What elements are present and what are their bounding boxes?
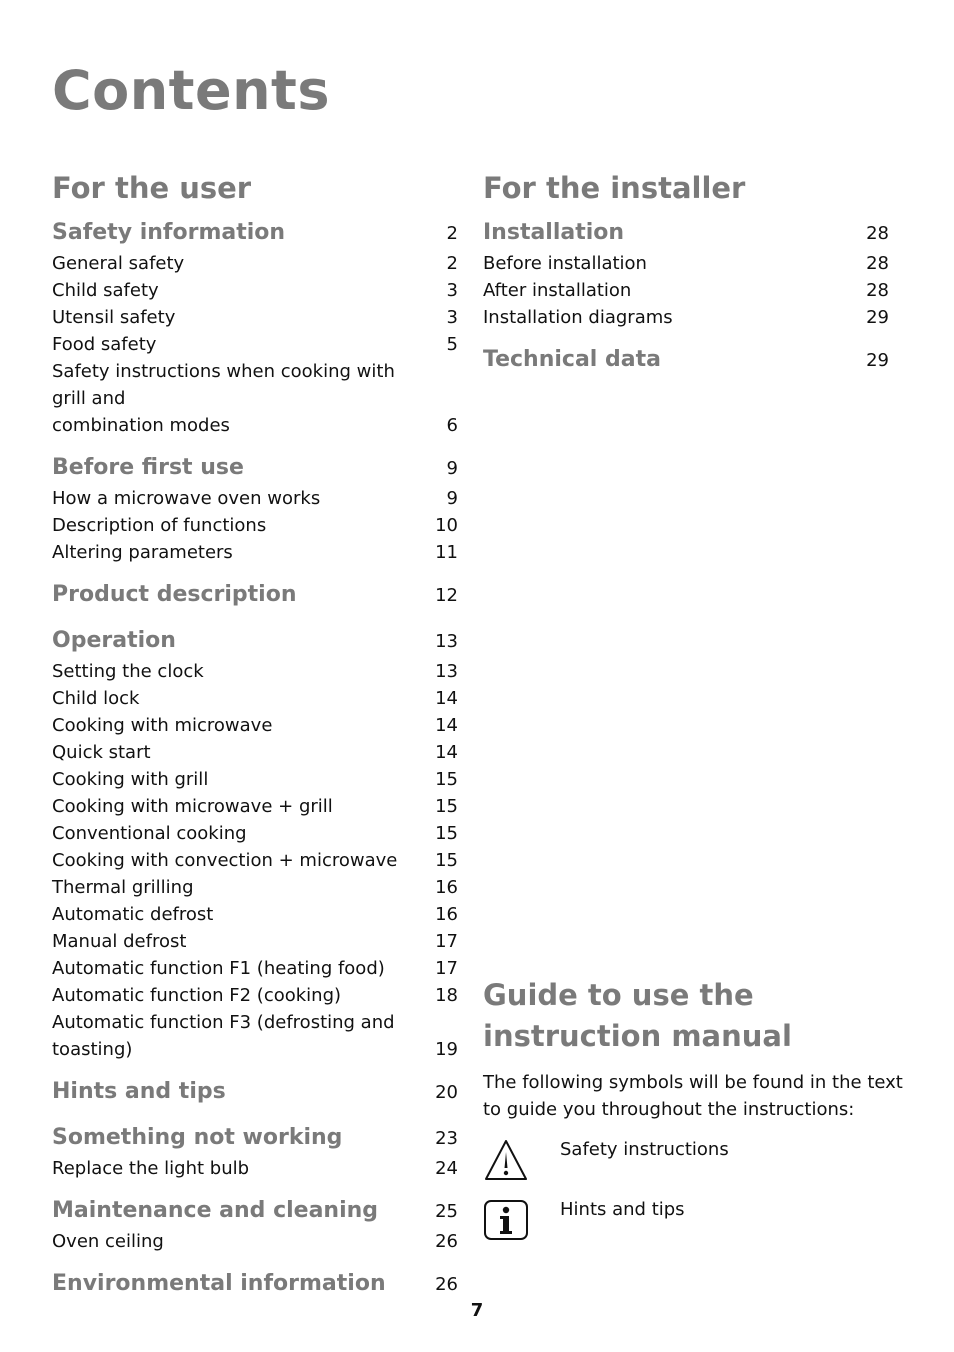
warning-triangle-icon (483, 1137, 529, 1183)
section-page-number: 9 (446, 458, 458, 479)
entry-label: Installation diagrams (483, 307, 673, 328)
entry-label: Automatic function F3 (defrosting and (52, 1012, 395, 1033)
section-title: Operation (52, 628, 176, 653)
entry-label: Safety instructions when cooking with grill and (52, 361, 395, 409)
toc-entry (52, 928, 458, 955)
toc-entry (52, 304, 458, 331)
entry-label: combination modes (52, 415, 230, 436)
toc-section (52, 578, 458, 612)
entry-page-number: 17 (435, 931, 458, 952)
toc-entry (52, 793, 458, 820)
entry-label: Child lock (52, 688, 140, 709)
section-title: Hints and tips (52, 1079, 226, 1104)
toc-entry (52, 1009, 458, 1036)
toc-entry (52, 874, 458, 901)
toc-section-heading (52, 578, 458, 612)
section-title: Product description (52, 582, 297, 607)
entry-label: toasting) (52, 1039, 133, 1060)
toc-entry (52, 820, 458, 847)
entry-label: Altering parameters (52, 542, 233, 563)
section-page-number: 2 (446, 223, 458, 244)
entry-page-number: 14 (435, 742, 458, 763)
toc-entry (52, 901, 458, 928)
section-title: Maintenance and cleaning (52, 1198, 379, 1223)
section-page-number: 13 (435, 631, 458, 652)
toc-entry (52, 539, 458, 566)
toc-entry (52, 766, 458, 793)
entry-label: Automatic defrost (52, 904, 214, 925)
entry-page-number: 19 (435, 1039, 458, 1060)
toc-section (52, 1267, 458, 1301)
section-page-number: 12 (435, 585, 458, 606)
toc-section (52, 624, 458, 1063)
entry-page-number: 2 (446, 253, 458, 274)
toc-column-user (52, 170, 458, 1313)
entry-page-number: 9 (446, 488, 458, 509)
section-page-number: 25 (435, 1201, 458, 1222)
toc-entry (52, 658, 458, 685)
toc-section (52, 1075, 458, 1109)
entry-label: General safety (52, 253, 185, 274)
entry-page-number: 18 (435, 985, 458, 1006)
column-heading-installer: For the installer (483, 171, 746, 205)
entry-label: Child safety (52, 280, 159, 301)
toc-section (52, 451, 458, 566)
guide-title-line: Guide to use the (483, 978, 754, 1012)
guide-description-line: The following symbols will be found in the text (483, 1072, 903, 1093)
toc-section-heading (52, 451, 458, 485)
toc-column-installer (483, 170, 889, 389)
symbol-label: Safety instructions (560, 1139, 729, 1160)
column-heading-user: For the user (52, 171, 252, 205)
entry-page-number: 10 (435, 515, 458, 536)
entry-page-number: 17 (435, 958, 458, 979)
entry-page-number: 14 (435, 688, 458, 709)
entry-page-number: 15 (435, 850, 458, 871)
info-icon (483, 1197, 529, 1243)
entry-page-number: 13 (435, 661, 458, 682)
toc-section-heading (52, 1267, 458, 1301)
page-title: Contents (52, 59, 331, 122)
entry-label: Automatic function F2 (cooking) (52, 985, 342, 1006)
section-page-number: 20 (435, 1082, 458, 1103)
section-title: Something not working (52, 1125, 343, 1150)
entry-page-number: 28 (866, 253, 889, 274)
section-title: Before first use (52, 455, 244, 480)
entry-page-number: 5 (446, 334, 458, 355)
toc-entry (52, 955, 458, 982)
section-page-number: 28 (866, 223, 889, 244)
toc-section-heading (52, 216, 458, 250)
section-page-number: 29 (866, 350, 889, 371)
entry-page-number: 26 (435, 1231, 458, 1252)
toc-entry (52, 277, 458, 304)
section-title: Environmental information (52, 1271, 386, 1296)
toc-entry (52, 1228, 458, 1255)
guide-title (483, 975, 913, 1057)
entry-page-number: 6 (446, 415, 458, 436)
symbol-row-safety (483, 1137, 913, 1197)
entry-label: Automatic function F1 (heating food) (52, 958, 385, 979)
symbol-guide (483, 975, 913, 1257)
entry-page-number: 15 (435, 823, 458, 844)
toc-entry (52, 358, 458, 412)
entry-label: Cooking with microwave (52, 715, 273, 736)
entry-label: Quick start (52, 742, 151, 763)
toc-section-heading (52, 1121, 458, 1155)
guide-title-line: instruction manual (483, 1019, 792, 1053)
toc-entry (483, 277, 889, 304)
symbol-row-hints (483, 1197, 913, 1257)
toc-entry (483, 304, 889, 331)
entry-label: Replace the light bulb (52, 1158, 250, 1179)
toc-entry (52, 250, 458, 277)
toc-entry (483, 250, 889, 277)
toc-entry (52, 1036, 458, 1063)
entry-label: Description of functions (52, 515, 267, 536)
entry-page-number: 15 (435, 796, 458, 817)
guide-description (483, 1069, 913, 1123)
toc-section (52, 1121, 458, 1182)
entry-page-number: 16 (435, 877, 458, 898)
toc-entry (52, 847, 458, 874)
toc-section-heading (483, 216, 889, 250)
toc-section-heading (52, 1194, 458, 1228)
toc-sections-user (52, 216, 458, 1301)
entry-page-number: 16 (435, 904, 458, 925)
toc-entry (52, 485, 458, 512)
section-title: Technical data (483, 347, 661, 372)
entry-label: Cooking with convection + microwave (52, 850, 398, 871)
entry-label: Manual defrost (52, 931, 187, 952)
entry-page-number: 28 (866, 280, 889, 301)
entry-label: Utensil safety (52, 307, 176, 328)
toc-section (483, 216, 889, 331)
entry-page-number: 24 (435, 1158, 458, 1179)
toc-entry (52, 685, 458, 712)
toc-sections-installer (483, 216, 889, 377)
toc-entry (52, 512, 458, 539)
entry-label: Setting the clock (52, 661, 204, 682)
entry-page-number: 3 (446, 280, 458, 301)
entry-label: Conventional cooking (52, 823, 247, 844)
entry-page-number: 3 (446, 307, 458, 328)
toc-section-heading (52, 1075, 458, 1109)
toc-section (483, 343, 889, 377)
entry-label: Food safety (52, 334, 157, 355)
toc-entry (52, 739, 458, 766)
entry-label: Oven ceiling (52, 1231, 164, 1252)
symbol-label: Hints and tips (560, 1199, 685, 1220)
entry-page-number: 29 (866, 307, 889, 328)
guide-description-line: to guide you throughout the instructions: (483, 1099, 855, 1120)
toc-section (52, 216, 458, 439)
entry-page-number: 15 (435, 769, 458, 790)
entry-page-number: 14 (435, 715, 458, 736)
section-title: Installation (483, 220, 625, 245)
section-page-number: 26 (435, 1274, 458, 1295)
toc-section (52, 1194, 458, 1255)
section-page-number: 23 (435, 1128, 458, 1149)
section-title: Safety information (52, 220, 286, 245)
entry-label: After installation (483, 280, 632, 301)
toc-entry (52, 331, 458, 358)
toc-entry (52, 1155, 458, 1182)
toc-entry (52, 982, 458, 1009)
toc-entry (52, 412, 458, 439)
entry-label: Thermal grilling (52, 877, 194, 898)
entry-label: Before installation (483, 253, 647, 274)
toc-section-heading (52, 624, 458, 658)
page-number: 7 (470, 1300, 484, 1321)
entry-label: Cooking with grill (52, 769, 209, 790)
entry-page-number: 11 (435, 542, 458, 563)
toc-entry (52, 712, 458, 739)
entry-label: Cooking with microwave + grill (52, 796, 333, 817)
toc-section-heading (483, 343, 889, 377)
entry-label: How a microwave oven works (52, 488, 321, 509)
